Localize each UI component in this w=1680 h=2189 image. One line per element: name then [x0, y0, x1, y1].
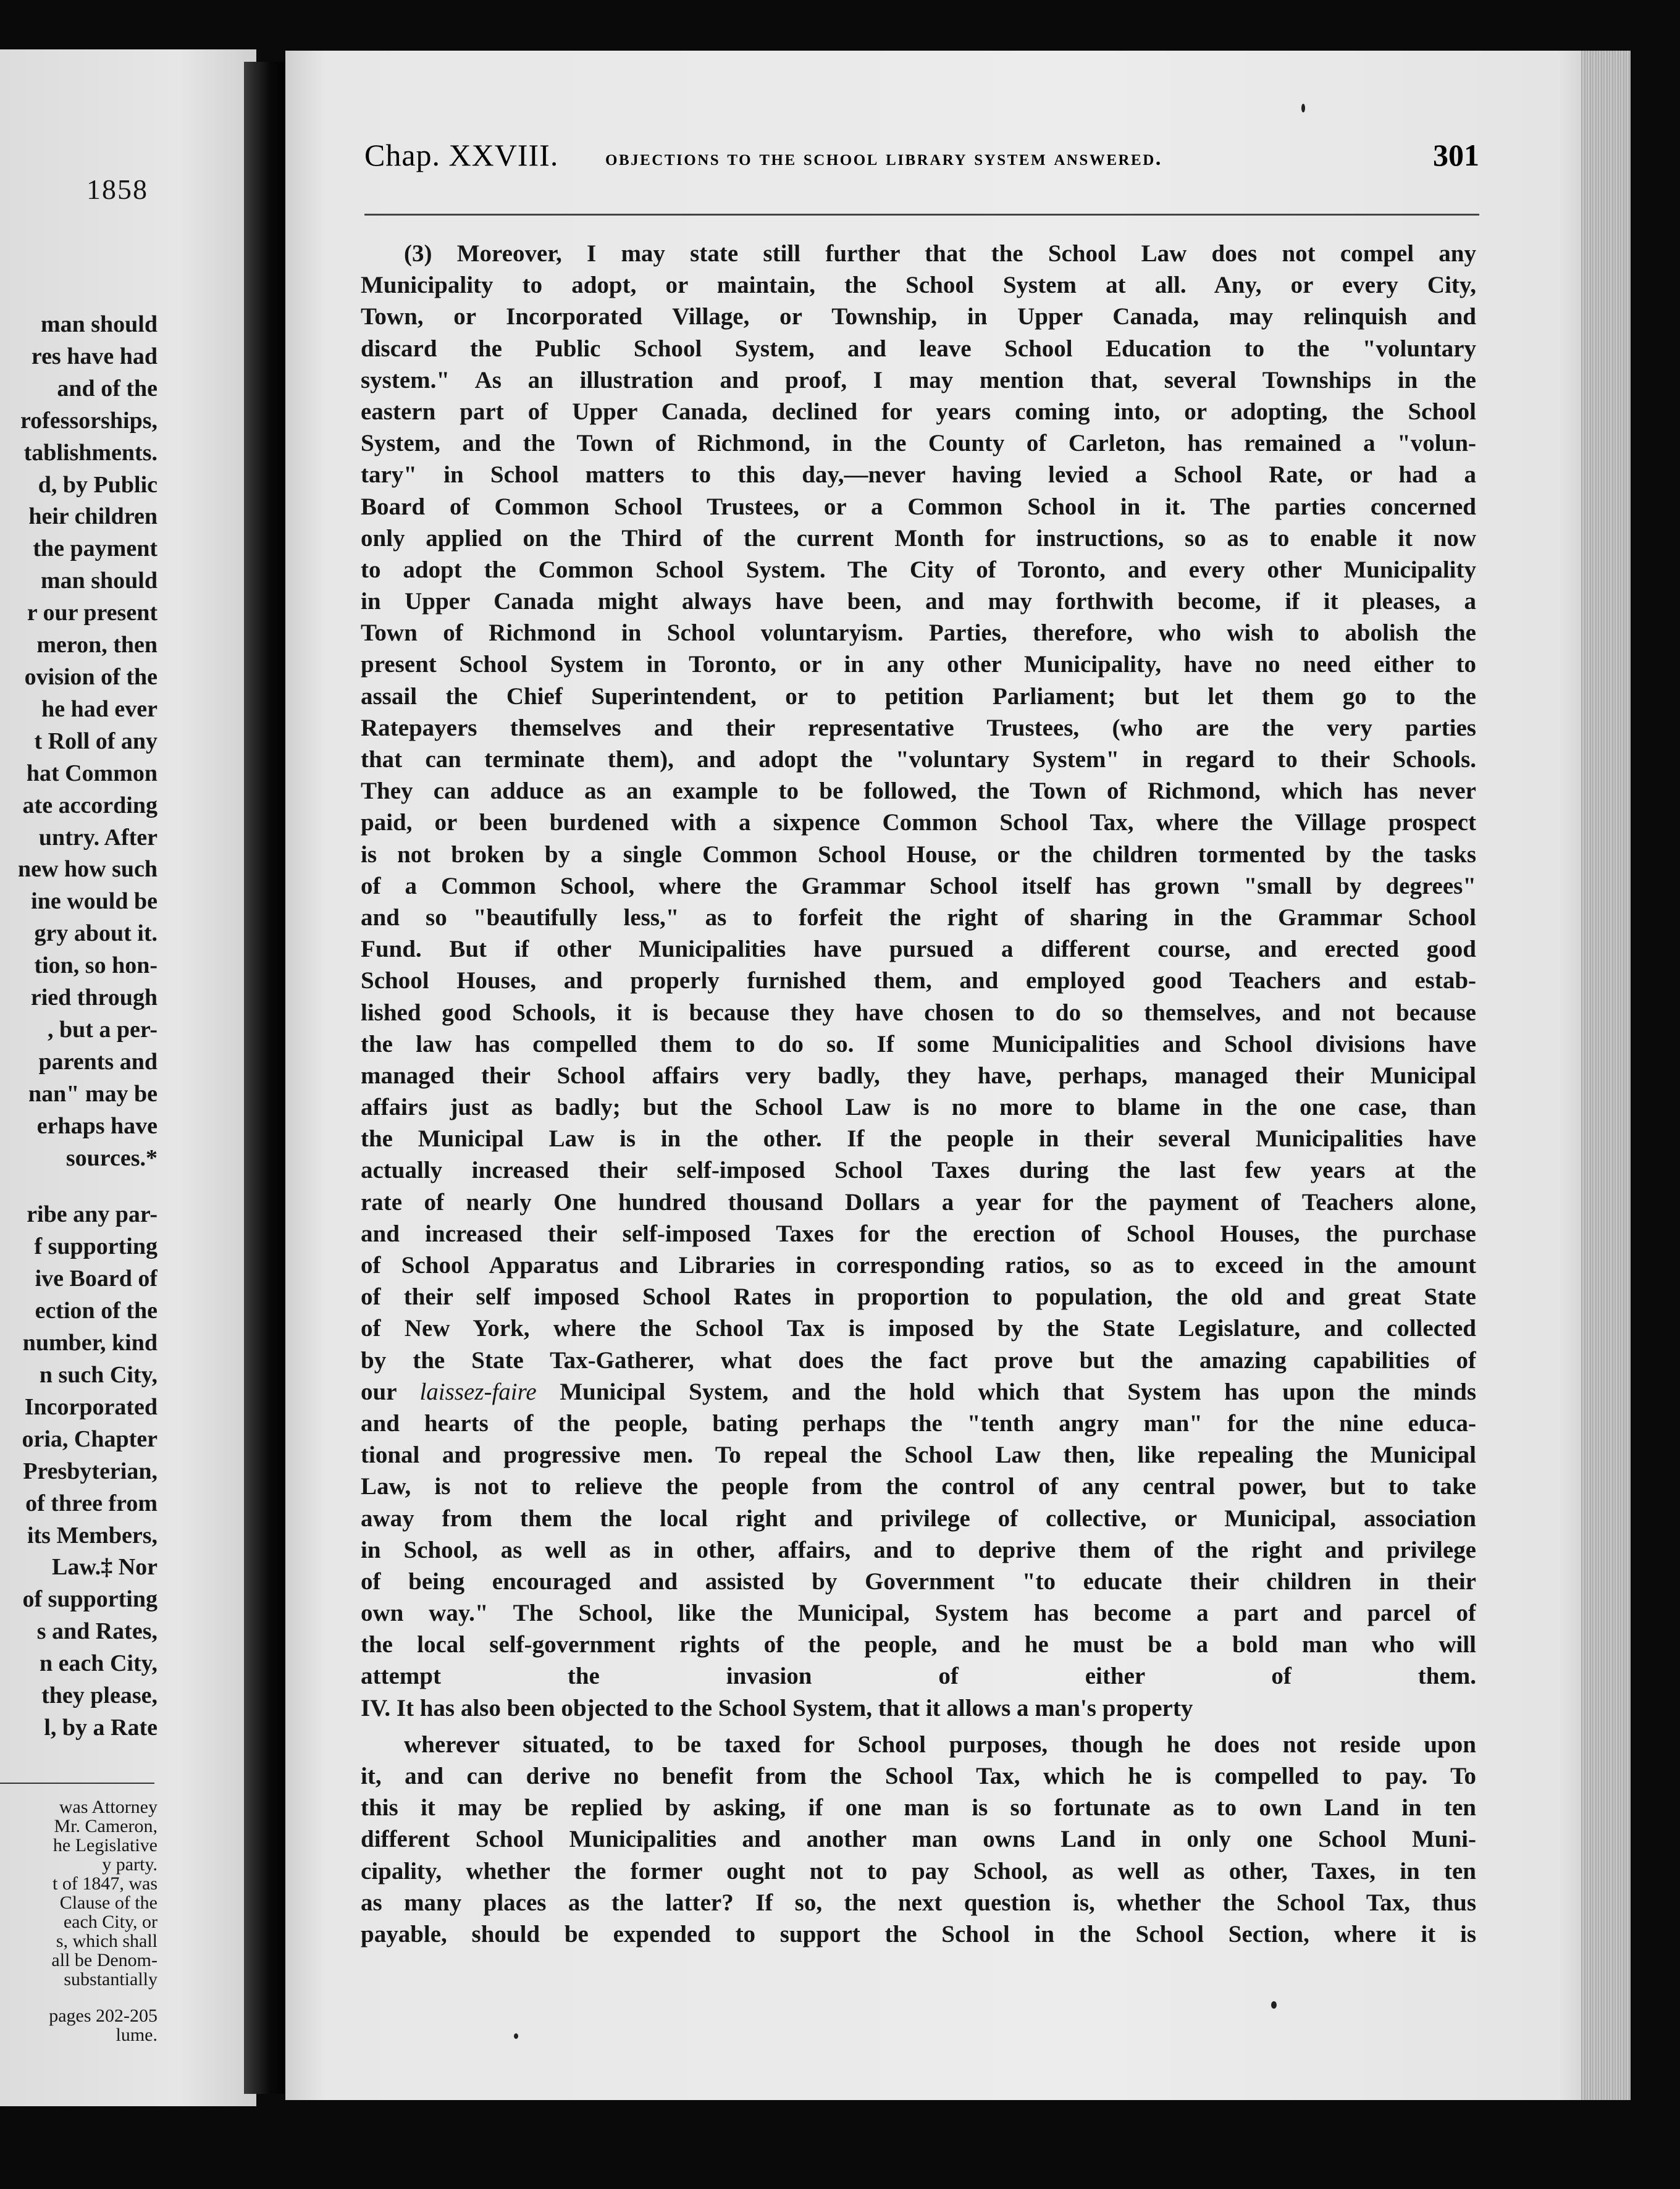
- text-line: and hearts of the people, bating perhaps the "tenth angry man" for the nine educa-: [361, 1410, 1476, 1437]
- text-line: of School Apparatus and Libraries in corresponding ratios, so as to exceed in the amount: [361, 1252, 1476, 1279]
- left-line: and of the: [57, 375, 158, 401]
- left-footnotes: [0, 1797, 158, 2044]
- italic-phrase: laissez-faire: [419, 1378, 537, 1405]
- text-line: affairs just as badly; but the School Law is no more to blame in the one case, than: [361, 1094, 1476, 1121]
- ink-speck: [1301, 104, 1305, 112]
- left-page-text: [0, 309, 158, 1744]
- text-line: wherever situated, to be taxed for School purposes, though he does not reside upon: [404, 1731, 1476, 1758]
- left-line: ribe any par-: [27, 1201, 158, 1228]
- left-line: ine would be: [31, 888, 158, 915]
- footnote-line: Mr. Cameron,: [54, 1816, 158, 1836]
- left-line: , but a per-: [47, 1016, 158, 1043]
- left-line: he had ever: [41, 695, 158, 722]
- text-line: own way." The School, like the Municipal, System has become a part and parcel of: [361, 1600, 1476, 1627]
- text-line: managed their School affairs very badly, they have, perhaps, managed their Municipal: [361, 1062, 1476, 1089]
- text-line: Town, or Incorporated Village, or Township, in Upper Canada, may relinquish and: [361, 303, 1476, 330]
- left-line: new how such: [18, 856, 158, 883]
- text-line: Municipality to adopt, or maintain, the School System at all. Any, or every City,: [361, 272, 1476, 299]
- text-line: of New York, where the School Tax is imposed by the State Legislature, and collected: [361, 1315, 1476, 1342]
- left-line: untry. After: [38, 824, 158, 851]
- paragraph-gap: [361, 1724, 1476, 1729]
- footnote-line: pages 202-205: [49, 2006, 158, 2026]
- left-line: meron, then: [36, 632, 158, 658]
- left-line: ection of the: [35, 1298, 158, 1324]
- left-line-gap: [0, 1174, 158, 1199]
- left-line: man should: [40, 568, 158, 594]
- left-line: res have had: [31, 343, 158, 369]
- left-line: its Members,: [27, 1522, 158, 1548]
- left-line: of supporting: [22, 1586, 158, 1613]
- left-line: ate according: [22, 792, 158, 818]
- footnote-gap: [0, 1989, 158, 2006]
- text-line: tional and progressive men. To repeal the School Law then, like repealing the Municipal: [361, 1442, 1476, 1469]
- text-line: that can terminate them), and adopt the "voluntary System" in regard to their Schools.: [361, 746, 1476, 773]
- text-line: is not broken by a single Common School House, or the children tormented by the tasks: [361, 841, 1476, 868]
- text-line: attempt the invasion of either of them.: [361, 1663, 1476, 1690]
- footnote-line: all be Denom-: [51, 1950, 158, 1970]
- left-line: hat Common: [26, 760, 158, 786]
- text-line: system." As an illustration and proof, I may mention that, several Townships in the: [361, 366, 1476, 393]
- text-line: of being encouraged and assisted by Government "to educate their children in their: [361, 1568, 1476, 1595]
- text-line: and so "beautifully less," as to forfeit the right of sharing in the Grammar School: [361, 904, 1476, 931]
- text-line: the local self-government rights of the people, and he must be a bold man who will: [361, 1631, 1476, 1658]
- running-title: objections to the school library system answered.: [605, 146, 1163, 170]
- left-line: s and Rates,: [36, 1618, 158, 1645]
- left-line: Presbyterian,: [23, 1458, 158, 1484]
- running-head: [364, 137, 1479, 180]
- text-line: only applied on the Third of the current Month for instructions, so as to enable it now: [361, 524, 1476, 552]
- left-line: ive Board of: [35, 1266, 158, 1292]
- left-line: tablishments.: [23, 439, 158, 466]
- text-line: discard the Public School System, and leave School Education to the "voluntary: [361, 335, 1476, 362]
- text-line: System, and the Town of Richmond, in the County of Carleton, has remained a "volun-: [361, 430, 1476, 457]
- left-line: tion, so hon-: [34, 952, 158, 979]
- chapter-label: Chap. XXVIII.: [364, 138, 559, 172]
- text-line: Ratepayers themselves and their representative Trustees, (who are the very parties: [361, 714, 1476, 741]
- footnote-line: substantially: [64, 1969, 158, 1989]
- left-line: man should: [40, 311, 158, 337]
- left-line: sources.*: [65, 1145, 158, 1171]
- book-gutter: [244, 62, 287, 2094]
- text-line: assail the Chief Superintendent, or to petition Parliament; but let them go to the: [361, 683, 1476, 710]
- footnote-line: t of 1847, was: [52, 1873, 158, 1894]
- text-line: away from them the local right and privilege of collective, or Municipal, association: [361, 1505, 1476, 1532]
- left-line: ried through: [30, 985, 158, 1011]
- left-line: t Roll of any: [34, 728, 158, 754]
- text-line: in School, as well as in other, affairs, and to deprive them of the right and privilege: [361, 1536, 1476, 1563]
- left-line: f supporting: [34, 1233, 158, 1260]
- left-line: Law.‡ Nor: [52, 1554, 158, 1581]
- left-line: of three from: [25, 1490, 158, 1516]
- left-line: r our present: [27, 600, 158, 626]
- text-line: School Houses, and properly furnished them, and employed good Teachers and estab-: [361, 967, 1476, 994]
- text-line: this it may be replied by asking, if one man is so fortunate as to own Land in ten: [361, 1794, 1476, 1821]
- text-line: Fund. But if other Municipalities have pursued a different course, and erected good: [361, 936, 1476, 963]
- text-line: tary" in School matters to this day,—never having levied a School Rate, or had a: [361, 461, 1476, 489]
- footnote-line: he Legislative: [52, 1835, 158, 1855]
- header-rule: [364, 214, 1479, 216]
- text-line: payable, should be expended to support the School in the School Section, where it is: [361, 1920, 1476, 1947]
- body-text: [361, 238, 1476, 1981]
- left-line: n each City,: [39, 1650, 158, 1677]
- footnote-line: s, which shall: [56, 1931, 158, 1951]
- ink-speck: [1271, 2001, 1277, 2009]
- text-line: Law, is not to relieve the people from the control of any central power, but to take: [361, 1473, 1476, 1500]
- page-edges: [1581, 51, 1631, 2100]
- left-line: the payment: [33, 536, 158, 562]
- left-line: rofessorships,: [20, 407, 158, 434]
- text-line: as many places as the latter? If so, the next question is, whether the School Tax, thus: [361, 1889, 1476, 1916]
- text-line: rate of nearly One hundred thousand Dollars a year for the payment of Teachers alone,: [361, 1188, 1476, 1216]
- text-line: [361, 1950, 1476, 1981]
- text-line: different School Municipalities and another man owns Land in only one School Muni-: [361, 1826, 1476, 1853]
- text-line: IV. It has also been objected to the School System, that it allows a man's property: [361, 1694, 1193, 1721]
- left-line: they please,: [41, 1683, 158, 1709]
- left-line: erhaps have: [36, 1112, 158, 1139]
- left-page: [0, 49, 256, 2106]
- left-line: ovision of the: [24, 663, 158, 690]
- left-line: nan" may be: [28, 1080, 158, 1107]
- page-number: 301: [1433, 138, 1479, 172]
- ink-speck: [514, 2033, 518, 2039]
- left-page-year: 1858: [86, 174, 148, 205]
- footnote-line: each City, or: [63, 1912, 158, 1932]
- left-line: Incorporated: [24, 1393, 158, 1420]
- text-line: of their self imposed School Rates in proportion to population, the old and great State: [361, 1284, 1476, 1311]
- text-line: it, and can derive no benefit from the School Tax, which he is compelled to pay. To: [361, 1763, 1476, 1789]
- text-line: present School System in Toronto, or in any other Municipality, have no need either to: [361, 651, 1476, 678]
- text-line: and increased their self-imposed Taxes for the erection of School Houses, the purchase: [361, 1220, 1476, 1247]
- footnote-line: lume.: [116, 2025, 158, 2045]
- text-line: cipality, whether the former ought not to pay School, as well as other, Taxes, in ten: [361, 1857, 1476, 1884]
- footnote-line: Clause of the: [59, 1893, 158, 1913]
- left-line: heir children: [28, 503, 158, 530]
- text-line: in Upper Canada might always have been, and may forthwith become, if it pleases, a: [361, 588, 1476, 615]
- text-line: Board of Common School Trustees, or a Common School in it. The parties concerned: [361, 493, 1476, 520]
- left-line: gry about it.: [34, 920, 158, 947]
- left-line: n such City,: [39, 1362, 158, 1388]
- left-line: oria, Chapter: [22, 1426, 158, 1452]
- text-line: paid, or been burdened with a sixpence Common School Tax, where the Village prospect: [361, 809, 1476, 836]
- text-line: the Municipal Law is in the other. If the people in their several Municipalities have: [361, 1125, 1476, 1153]
- text-line: the law has compelled them to do so. If some Municipalities and School divisions have: [361, 1030, 1476, 1057]
- text-line: lished good Schools, it is because they have chosen to do so themselves, and not because: [361, 999, 1476, 1026]
- left-line: l, by a Rate: [44, 1714, 158, 1741]
- text-line: actually increased their self-imposed School Taxes during the last few years at the: [361, 1157, 1476, 1184]
- text-line: of a Common School, where the Grammar School itself has grown "small by degrees": [361, 872, 1476, 899]
- left-line: parents and: [38, 1048, 158, 1075]
- text-line: by the State Tax-Gatherer, what does the fact prove but the amazing capabilities of: [361, 1347, 1476, 1374]
- text-line: They can adduce as an example to be followed, the Town of Richmond, which has never: [361, 778, 1476, 805]
- text-line: to adopt the Common School System. The City of Toronto, and every other Municipality: [361, 556, 1476, 583]
- left-line: number, kind: [22, 1330, 158, 1356]
- footnote-rule: [0, 1783, 154, 1784]
- footnote-line: y party.: [102, 1854, 158, 1875]
- text-line: (3) Moreover, I may state still further that the School Law does not compel any: [404, 240, 1476, 267]
- text-line: our laissez-faire Municipal System, and the hold which that System has upon the minds: [361, 1378, 1476, 1405]
- text-line: eastern part of Upper Canada, declined for years coming into, or adopting, the School: [361, 398, 1476, 425]
- footnote-line: was Attorney: [59, 1797, 158, 1817]
- left-line: d, by Public: [38, 471, 158, 498]
- text-line: Town of Richmond in School voluntaryism. Parties, therefore, who wish to abolish the: [361, 620, 1476, 647]
